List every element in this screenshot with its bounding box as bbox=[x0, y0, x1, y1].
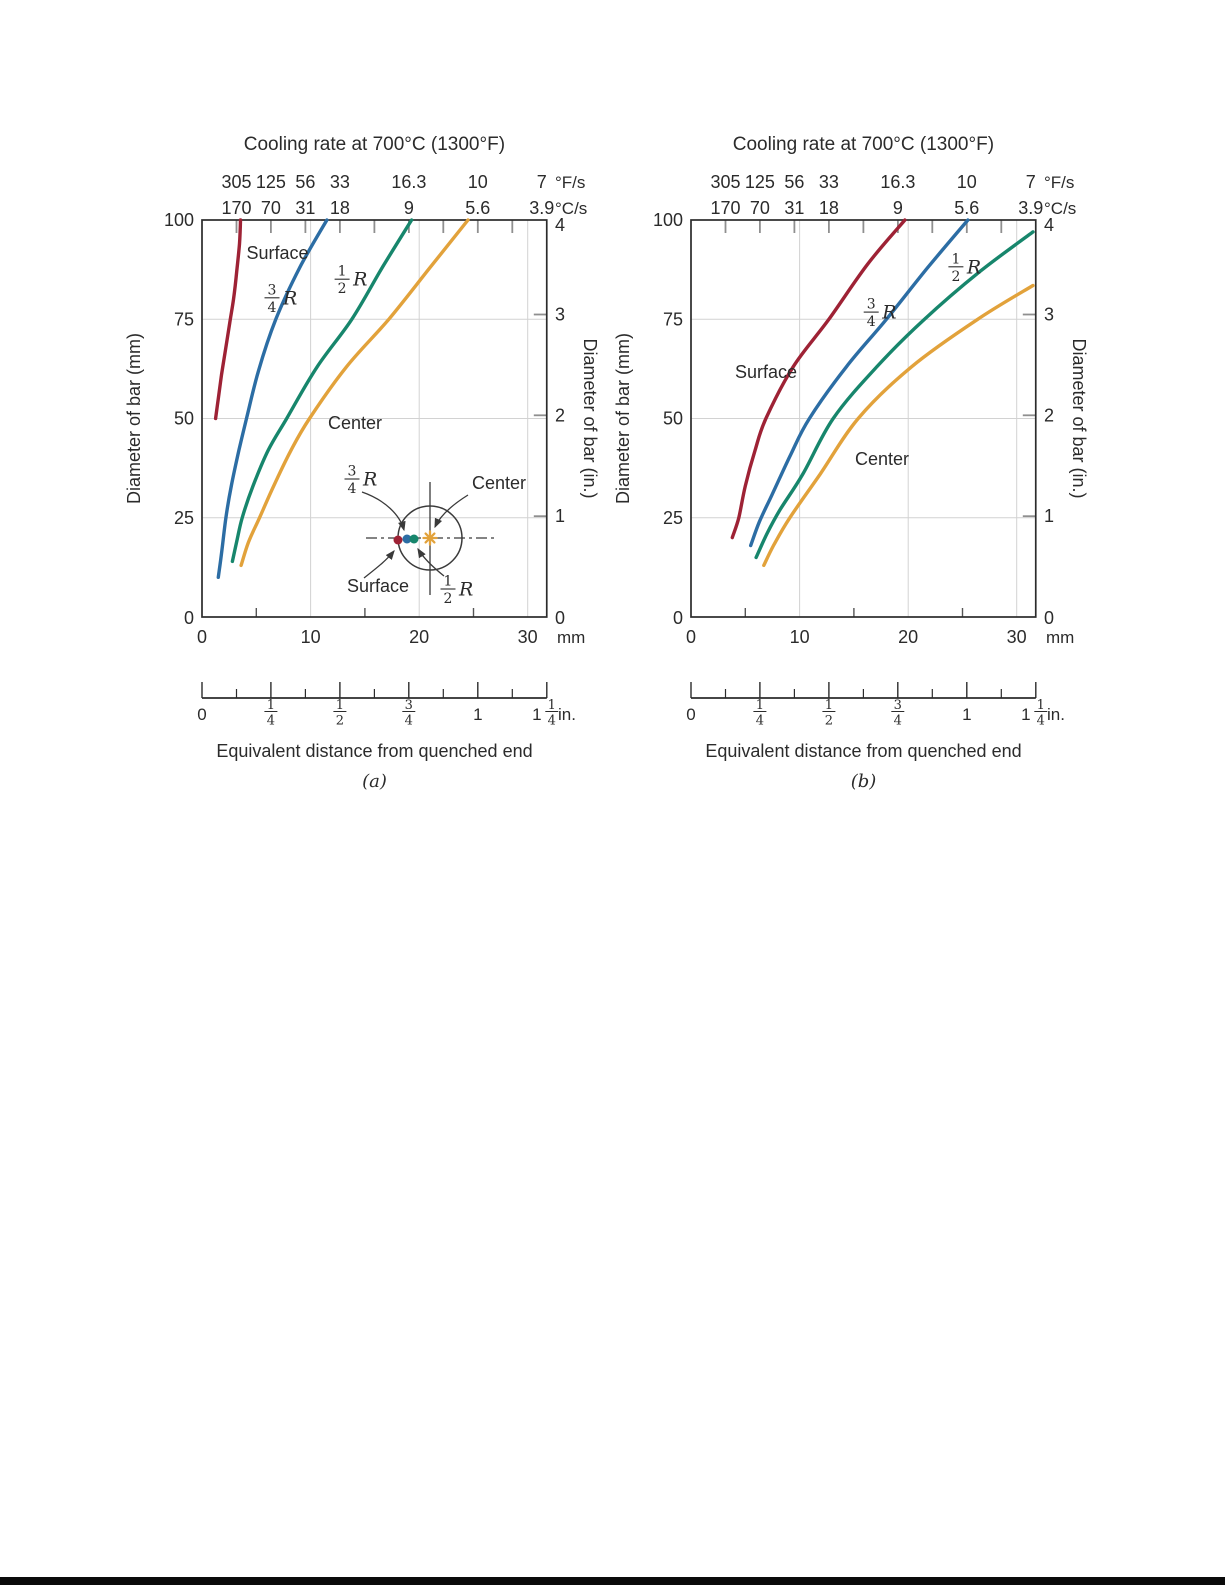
series-label-surface: Surface bbox=[735, 362, 798, 382]
y-tick-label-in: 1 bbox=[555, 506, 566, 527]
cooling-rate-fahrenheit-value: 16.3 bbox=[880, 172, 916, 192]
inch-tick-fraction bbox=[545, 698, 558, 729]
cooling-rate-celsius-value: 31 bbox=[295, 198, 316, 218]
cooling-rate-fahrenheit-value: 33 bbox=[818, 172, 839, 192]
series-label-three_quarter_r-suffix: R bbox=[882, 301, 897, 324]
inch-tick-fraction bbox=[822, 698, 835, 729]
inch-tick-label: 1 bbox=[473, 705, 483, 724]
cooling-rate-fahrenheit-value: 10 bbox=[467, 172, 488, 192]
inset-label-three-quarter-r bbox=[345, 464, 378, 498]
chart-b bbox=[589, 0, 1099, 735]
inch-tick-fraction-denominator: 4 bbox=[547, 713, 556, 729]
inch-tick-fraction-numerator: 1 bbox=[547, 698, 556, 713]
inset-position-dot-surface bbox=[394, 536, 403, 545]
y-tick-label-in: 0 bbox=[555, 608, 566, 628]
inch-tick-label: 1 bbox=[962, 705, 972, 724]
y-tick-label-mm: 25 bbox=[173, 507, 194, 528]
inset-label-center: Center bbox=[472, 473, 527, 493]
cooling-rate-celsius-value: 31 bbox=[784, 198, 805, 218]
y-tick-label-mm: 50 bbox=[662, 408, 683, 429]
x-tick-label-mm: 30 bbox=[517, 627, 538, 647]
inch-tick-fraction bbox=[891, 698, 904, 729]
inch-tick-fraction-denominator: 4 bbox=[266, 713, 276, 729]
chart-title: Cooling rate at 700°C (1300°F) bbox=[243, 134, 506, 155]
cooling-rate-celsius-value: 170 bbox=[710, 198, 741, 218]
inset-center-star bbox=[424, 532, 437, 545]
inch-tick-fraction-numerator: 1 bbox=[755, 698, 765, 713]
cooling-rate-celsius-value: 9 bbox=[892, 198, 903, 218]
y-tick-label-mm: 0 bbox=[183, 608, 194, 628]
y-tick-label-in: 0 bbox=[1044, 608, 1055, 628]
inset-label-three-quarter-r-suffix: R bbox=[363, 468, 378, 491]
inset-leader-arrow bbox=[435, 495, 468, 527]
y-tick-label-mm: 50 bbox=[173, 408, 194, 429]
inset-label-half-r bbox=[441, 574, 474, 608]
inset-label-half-r-numerator: 1 bbox=[443, 573, 453, 590]
series-label-three_quarter_r-numerator: 3 bbox=[267, 282, 277, 299]
cooling-rate-fahrenheit-value: 10 bbox=[956, 172, 977, 192]
series-label-three_quarter_r-denominator: 4 bbox=[267, 299, 277, 316]
inch-tick-fraction-denominator: 4 bbox=[404, 713, 413, 729]
cooling-rate-fahrenheit-value: 33 bbox=[329, 172, 350, 192]
series-label-half_r-denominator: 2 bbox=[951, 268, 961, 285]
chart-title: Cooling rate at 700°C (1300°F) bbox=[732, 134, 995, 155]
cooling-rate-fahrenheit-unit: °F/s bbox=[555, 173, 586, 192]
series-label-half_r bbox=[948, 251, 981, 285]
cooling-rate-celsius-value: 18 bbox=[329, 198, 350, 218]
inch-ruler-unit: in. bbox=[558, 705, 576, 724]
cooling-rate-celsius-value: 18 bbox=[818, 198, 839, 218]
x-tick-label-mm: 30 bbox=[1006, 627, 1027, 647]
inch-tick-fraction-numerator: 1 bbox=[824, 698, 834, 713]
series-label-three_quarter_r-numerator: 3 bbox=[866, 296, 876, 313]
y-axis-title-left: Diameter of bar (mm) bbox=[124, 332, 144, 505]
cooling-rate-fahrenheit-value: 305 bbox=[710, 172, 741, 192]
x-tick-label-mm: 20 bbox=[898, 627, 919, 647]
cooling-rate-celsius-value: 3.9 bbox=[1018, 198, 1044, 218]
inset-label-surface: Surface bbox=[347, 576, 410, 596]
series-curve-half_r bbox=[232, 220, 411, 561]
series-label-half_r-suffix: R bbox=[353, 268, 368, 291]
inset-label-half-r-suffix: R bbox=[459, 578, 474, 601]
cooling-rate-fahrenheit-value: 16.3 bbox=[391, 172, 427, 192]
inch-tick-fraction-numerator: 1 bbox=[266, 698, 276, 713]
inch-tick-fraction-denominator: 2 bbox=[824, 713, 834, 729]
inch-tick-fraction-numerator: 3 bbox=[893, 698, 902, 713]
y-tick-label-mm: 100 bbox=[652, 210, 683, 230]
cooling-rate-fahrenheit-value: 125 bbox=[744, 172, 775, 192]
cooling-rate-celsius-unit: °C/s bbox=[1044, 199, 1077, 218]
series-label-half_r bbox=[335, 264, 368, 298]
cooling-rate-fahrenheit-value: 7 bbox=[536, 172, 547, 192]
inset-position-dot-half_r bbox=[410, 535, 419, 544]
cooling-rate-celsius-value: 70 bbox=[260, 198, 281, 218]
y-tick-label-mm: 0 bbox=[672, 608, 683, 628]
inch-tick-fraction-numerator: 3 bbox=[404, 698, 413, 713]
inch-tick-fraction-numerator: 1 bbox=[335, 698, 345, 713]
cooling-rate-fahrenheit-unit: °F/s bbox=[1044, 173, 1075, 192]
y-tick-label-in: 4 bbox=[555, 215, 566, 235]
bar-cross-section-inset bbox=[345, 464, 527, 608]
inch-tick-fraction bbox=[333, 698, 346, 729]
x-tick-label-mm: 10 bbox=[300, 627, 321, 647]
inch-tick-label: 1 bbox=[1021, 705, 1031, 724]
series-label-center_c: Center bbox=[855, 448, 910, 469]
inch-tick-label: 0 bbox=[686, 705, 696, 724]
series-label-center_c: Center bbox=[328, 412, 383, 433]
series-label-half_r-suffix: R bbox=[966, 256, 982, 279]
cooling-rate-celsius-value: 5.6 bbox=[465, 198, 491, 218]
inch-tick-label: 0 bbox=[197, 705, 207, 724]
inset-leader-arrow bbox=[418, 549, 444, 576]
cooling-rate-celsius-unit: °C/s bbox=[555, 199, 588, 218]
inset-label-half-r-denominator: 2 bbox=[443, 591, 453, 607]
x-axis-unit-mm: mm bbox=[1046, 628, 1075, 647]
inch-tick-fraction bbox=[753, 698, 766, 729]
x-tick-label-mm: 0 bbox=[196, 627, 208, 647]
series-label-half_r-numerator: 1 bbox=[951, 251, 961, 268]
figure-caption-a: (a) bbox=[362, 771, 387, 792]
y-tick-label-in: 2 bbox=[555, 405, 566, 426]
y-tick-label-mm: 100 bbox=[163, 210, 194, 230]
bottom-bar bbox=[0, 1577, 1225, 1585]
y-axis-title-right: Diameter of bar (in.) bbox=[1069, 338, 1089, 499]
inch-ruler-unit: in. bbox=[1047, 705, 1065, 724]
x-tick-label-mm: 0 bbox=[685, 627, 697, 647]
y-tick-label-in: 3 bbox=[555, 304, 566, 325]
inch-tick-fraction bbox=[402, 698, 415, 729]
y-axis-title-right: Diameter of bar (in.) bbox=[580, 338, 600, 499]
inch-tick-fraction-numerator: 1 bbox=[1036, 698, 1045, 713]
inset-label-three-quarter-r-numerator: 3 bbox=[347, 463, 357, 480]
chart-a bbox=[100, 0, 610, 735]
inch-tick-fraction-denominator: 4 bbox=[755, 713, 765, 729]
cooling-rate-fahrenheit-value: 7 bbox=[1025, 172, 1036, 192]
inch-tick-label: 1 bbox=[532, 705, 542, 724]
y-tick-label-in: 1 bbox=[1044, 506, 1055, 527]
inch-tick-fraction-denominator: 2 bbox=[335, 713, 345, 729]
x-axis-title-a: Equivalent distance from quenched end bbox=[216, 741, 533, 761]
x-tick-label-mm: 20 bbox=[409, 627, 430, 647]
series-label-three_quarter_r-suffix: R bbox=[283, 287, 298, 310]
cooling-rate-fahrenheit-value: 56 bbox=[784, 172, 805, 192]
cooling-rate-celsius-value: 170 bbox=[221, 198, 252, 218]
y-axis-title-left: Diameter of bar (mm) bbox=[613, 332, 633, 505]
inch-tick-fraction-denominator: 4 bbox=[893, 713, 902, 729]
series-label-half_r-numerator: 1 bbox=[337, 263, 347, 280]
y-tick-label-in: 3 bbox=[1044, 304, 1055, 325]
cooling-rate-celsius-value: 5.6 bbox=[954, 198, 980, 218]
figure-caption-b: (b) bbox=[850, 771, 877, 792]
cooling-rate-celsius-value: 3.9 bbox=[529, 198, 555, 218]
cooling-rate-celsius-value: 70 bbox=[749, 198, 770, 218]
series-label-half_r-denominator: 2 bbox=[337, 281, 347, 298]
cooling-rate-celsius-value: 9 bbox=[403, 198, 414, 218]
cooling-rate-fahrenheit-value: 305 bbox=[221, 172, 252, 192]
inset-leader-arrow bbox=[362, 492, 404, 530]
y-tick-label-mm: 75 bbox=[662, 309, 683, 330]
cooling-rate-fahrenheit-value: 125 bbox=[255, 172, 286, 192]
series-label-surface: Surface bbox=[246, 242, 309, 263]
x-axis-title-b: Equivalent distance from quenched end bbox=[705, 741, 1022, 761]
cooling-rate-fahrenheit-value: 56 bbox=[295, 172, 316, 192]
y-tick-label-in: 2 bbox=[1044, 405, 1055, 426]
y-tick-label-in: 4 bbox=[1044, 215, 1055, 235]
inch-tick-fraction-denominator: 4 bbox=[1036, 713, 1045, 729]
series-label-three_quarter_r-denominator: 4 bbox=[866, 314, 876, 331]
inch-tick-fraction bbox=[1034, 698, 1047, 729]
inset-leader-arrow bbox=[364, 551, 394, 578]
inset-label-three-quarter-r-denominator: 4 bbox=[347, 481, 357, 497]
inch-tick-fraction bbox=[264, 698, 277, 729]
y-tick-label-mm: 25 bbox=[662, 507, 683, 528]
y-tick-label-mm: 75 bbox=[173, 309, 194, 330]
x-axis-unit-mm: mm bbox=[557, 628, 586, 647]
x-tick-label-mm: 10 bbox=[789, 627, 810, 647]
